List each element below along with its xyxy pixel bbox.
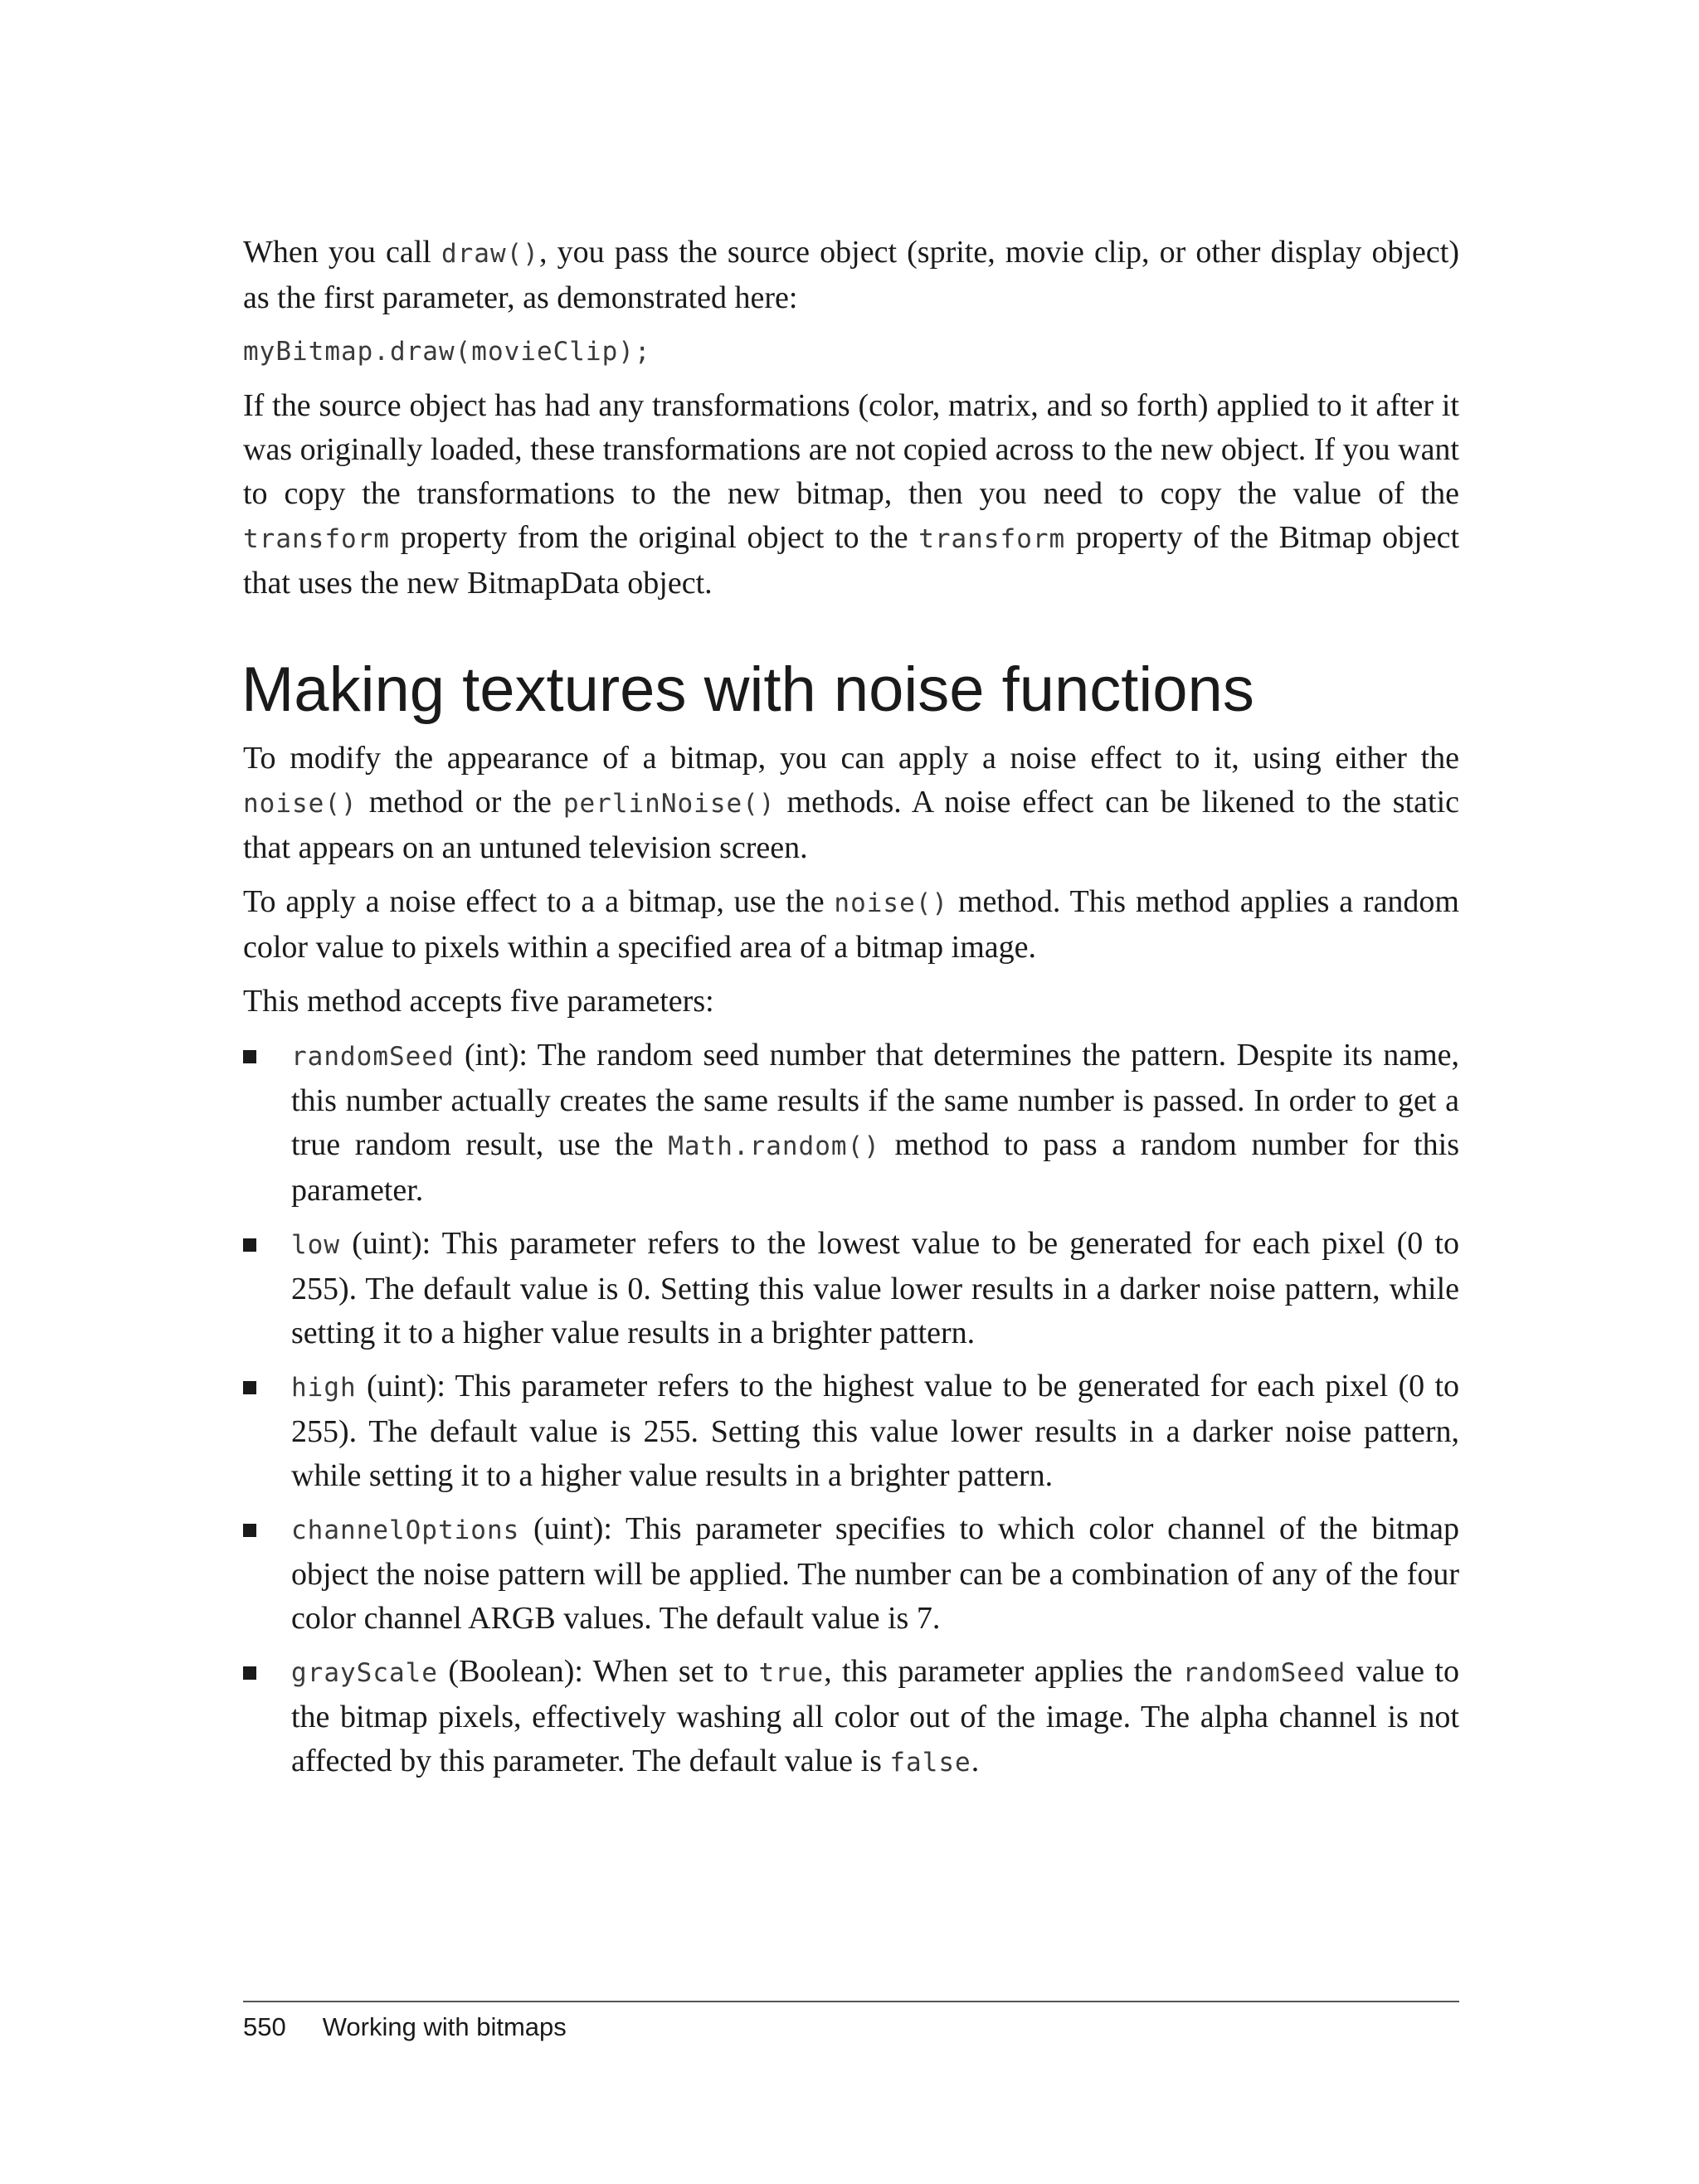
section-paragraph-2	[243, 880, 1459, 970]
square-bullet-icon	[243, 1666, 256, 1680]
square-bullet-icon	[243, 1050, 256, 1063]
text: method to pass a random number for this parameter.	[291, 1127, 1459, 1208]
square-bullet-icon	[243, 1381, 256, 1394]
parameter-list	[243, 1034, 1459, 1785]
list-item	[243, 1650, 1459, 1785]
intro-paragraph-2	[243, 384, 1459, 606]
inline-code-transform: transform	[243, 524, 390, 554]
text: value to the bitmap pixels, effectively washing all color out of the image. The alpha channel is not affected by this parameter. The default value is	[291, 1654, 1459, 1778]
square-bullet-icon	[243, 1238, 256, 1252]
text: If the source object has had any transformations (color, matrix, and so forth) applied to it after it was originally loaded, these transformations are not copied across to the new object. If you want to copy the transformations to the new bitmap, then you need to copy the value of the	[243, 388, 1459, 511]
section-paragraph-1	[243, 737, 1459, 870]
text: When you call	[243, 235, 441, 270]
text: To modify the appearance of a bitmap, you can apply a noise effect to it, using either the	[243, 741, 1459, 776]
page-number: 550	[243, 2012, 286, 2041]
chapter-title: Working with bitmaps	[322, 2012, 567, 2041]
inline-code-draw: draw()	[441, 239, 539, 269]
page-footer	[243, 2001, 1459, 2042]
text: (int): The random seed number that determines the pattern. Despite its name, this number actually creates the same results if the same number is passed. In order to get a true random result, use the	[291, 1038, 1459, 1162]
text: , this parameter applies the	[824, 1654, 1183, 1689]
inline-code-false: false	[889, 1748, 971, 1778]
text: property from the original object to the	[389, 520, 919, 555]
list-item	[243, 1364, 1459, 1498]
param-name: channelOptions	[291, 1515, 520, 1545]
square-bullet-icon	[243, 1524, 256, 1537]
param-name: randomSeed	[291, 1042, 455, 1072]
section-paragraph-3: This method accepts five parameters:	[243, 984, 714, 1019]
inline-code-perlinnoise: perlinNoise()	[562, 789, 776, 819]
text: , you pass the source object (sprite, movie clip, or other display object) as the first parameter, as demonstrated here:	[243, 235, 1459, 315]
text: .	[971, 1744, 980, 1778]
text: methods. A noise effect can be likened to the static that appears on an untuned television screen.	[243, 785, 1459, 865]
param-name: grayScale	[291, 1658, 438, 1688]
text: To apply a noise effect to a a bitmap, use the	[243, 884, 835, 919]
code-example: myBitmap.draw(movieClip);	[243, 337, 651, 367]
text: (uint): This parameter refers to the lowest value to be generated for each pixel (0 to 255). The default value is 0. Setting this value lower results in a darker noise pattern, while setting it to a higher value results in a brighter pattern.	[291, 1226, 1459, 1350]
inline-code-randomseed: randomSeed	[1182, 1658, 1346, 1688]
inline-code-transform: transform	[918, 524, 1066, 554]
text: (uint): This parameter refers to the highest value to be generated for each pixel (0 to 255). The default value is 255. Setting this value lower results in a darker noise pattern, while setting it to a higher value results in a brighter pattern.	[291, 1369, 1459, 1493]
text: (Boolean): When set to	[437, 1654, 759, 1689]
param-name: high	[291, 1373, 357, 1403]
inline-code-noise: noise()	[834, 888, 949, 918]
section-heading: Making textures with noise functions	[241, 654, 1254, 725]
list-item	[243, 1507, 1459, 1641]
page-content	[243, 231, 1459, 1794]
list-item	[243, 1034, 1459, 1213]
text: property of the Bitmap object that uses the new BitmapData object.	[243, 520, 1460, 601]
inline-code-true: true	[758, 1658, 825, 1688]
intro-paragraph-1	[243, 231, 1459, 320]
param-name: low	[291, 1230, 340, 1260]
inline-code-math-random: Math.random()	[668, 1131, 880, 1161]
text: (uint): This parameter specifies to which color channel of the bitmap object the noise pattern will be applied. The number can be a combination of any of the four color channel ARGB values. The default value is 7.	[291, 1511, 1459, 1636]
inline-code-noise: noise()	[243, 789, 358, 819]
list-item	[243, 1222, 1459, 1355]
text: method. This method applies a random color value to pixels within a specified area of a bitmap image.	[243, 884, 1459, 965]
text: method or the	[357, 785, 563, 820]
